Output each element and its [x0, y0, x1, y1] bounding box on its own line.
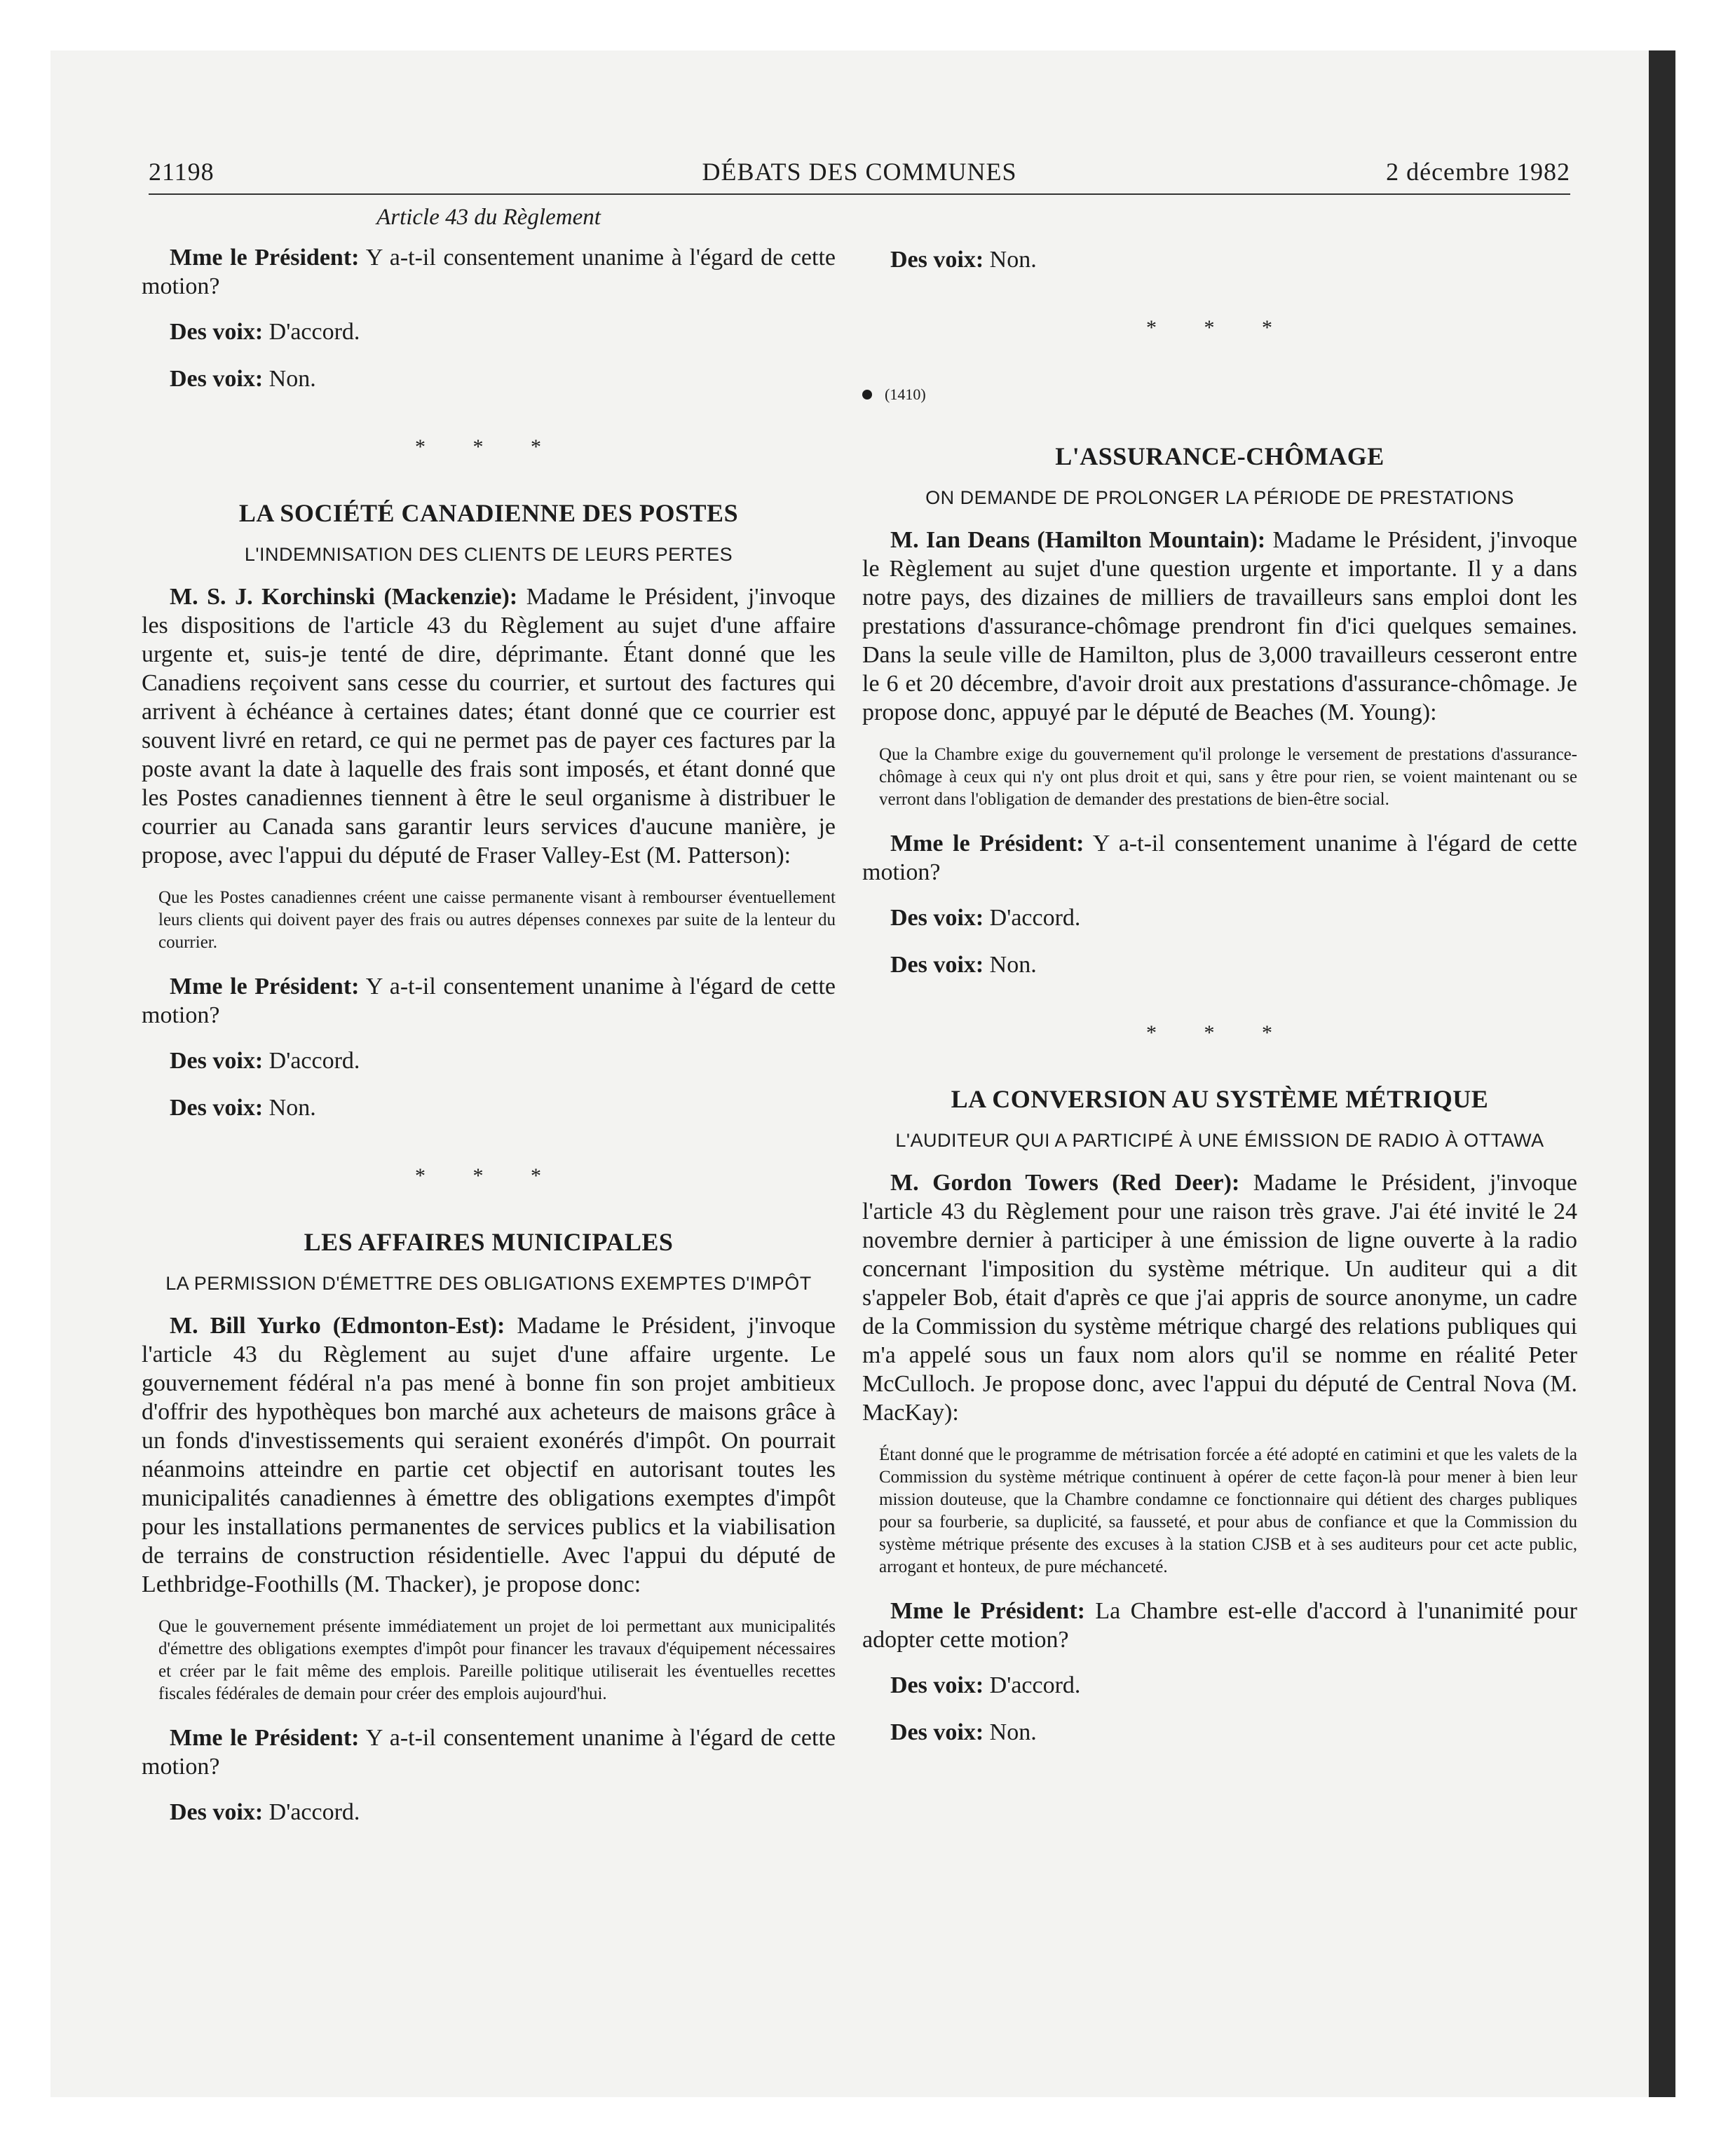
- speaker-name: Des voix:: [170, 1799, 264, 1825]
- speech-text: Madame le Président, j'invoque l'article 43 du Règlement au sujet d'une affaire urgente. Le gouvernement fédéral n'a pas mené à bonne fin son projet ambitieux d'offrir des hypothèques bon marché aux acheteurs de maisons grâce à un fonds d'investissements qui seraient exonérés d'impôt. On pourrait néanmoins atteindre en partie cet objectif en autorisant toutes les municipalités canadiennes à émettre des obligations exemptes d'impôt pour les installations permanentes de services publics et la viabilisation de terrains de construction résidentielle. Avec l'appui du député de Lethbridge-Foothills (M. Thacker), je propose donc:: [142, 1313, 836, 1597]
- speaker-name: Des voix:: [170, 1095, 264, 1121]
- speech-paragraph: [862, 526, 1577, 727]
- speech-text: Madame le Président, j'invoque l'article 43 du Règlement pour une raison très grave. J'ai été invité le 24 novembre dernier à participer à une émission de ligne ouverte à la radio concernant l'imposition du système métrique. Un auditeur qui a dit s'appeler Bob, était d'après ce que j'ai appris de source anonyme, un cadre de la Commission du système métrique chargé des relations publiques qui m'a appelé sous un faux nom alors qu'il se nomme en réalité Peter McCulloch. Je propose donc, avec l'appui du député de Central Nova (M. MacKay):: [862, 1170, 1577, 1426]
- speech-paragraph: [142, 1311, 836, 1599]
- speaker-question: [862, 829, 1577, 887]
- vote-text: D'accord.: [263, 1799, 360, 1825]
- vote-text: Non.: [984, 1719, 1037, 1745]
- speech-text: Madame le Président, j'invoque les dispositions de l'article 43 du Règlement au sujet d'une affaire urgente et, suis-je tenté de dire, déprimante. Étant donné que les Canadiens reçoivent sans cesse du courrier, et surtout des factures qui arrivent à échéance à certaines dates; étant donné que ce courrier est souvent livré en retard, ce qui ne permet pas de payer ces factures par la poste avant la date à laquelle des frais sont imposés, et étant donné que les Postes canadiennes tiennent à être le seul organisme à distribuer le courrier au Canada sans garantir leurs services d'aucune manière, je propose, avec l'appui du député de Fraser Valley-Est (M. Patterson):: [142, 584, 836, 868]
- bullet-icon: [862, 390, 872, 400]
- speaker-name: Mme le Président:: [170, 245, 360, 271]
- section-subheading: L'AUDITEUR QUI A PARTICIPÉ À UNE ÉMISSION DE RADIO À OTTAWA: [895, 1130, 1544, 1151]
- speaker-name: Des voix:: [170, 319, 264, 345]
- speech-paragraph: [142, 582, 836, 870]
- speaker-name: Mme le Président:: [170, 974, 360, 999]
- speech-text: Y a-t-il consentement unanime à l'égard de cette motion?: [142, 1725, 836, 1780]
- vote-line: [170, 1046, 836, 1075]
- vote-line: [170, 364, 836, 393]
- vote-line: [170, 1798, 836, 1827]
- speaker-name: Des voix:: [890, 1672, 984, 1698]
- running-head: [149, 150, 1570, 195]
- section-subheading: L'INDEMNISATION DES CLIENTS DE LEURS PERTES: [244, 544, 733, 565]
- speaker-name: Mme le Président:: [890, 1598, 1085, 1624]
- speaker-question: [142, 1724, 836, 1781]
- vote-text: D'accord.: [263, 1048, 360, 1074]
- section-separator: * * *: [1146, 316, 1293, 339]
- time-marker: [862, 380, 1577, 409]
- vote-text: Non.: [263, 366, 316, 392]
- vote-line: [890, 1671, 1577, 1700]
- section-subhead: Article 43 du Règlement: [376, 205, 601, 230]
- motion-text: Que la Chambre exige du gouvernement qu'il prolonge le versement de prestations d'assurance-chômage à ceux qui n'y ont plus droit et qui, sans y être pour rien, se voient maintenant ou se verront dans l'obligation de demander des prestations de bien-être social.: [879, 745, 1577, 809]
- page-date: 2 décembre 1982: [1386, 158, 1570, 186]
- speech-text: Y a-t-il consentement unanime à l'égard de cette motion?: [142, 245, 836, 299]
- vote-text: D'accord.: [263, 319, 360, 345]
- speaker-name: Des voix:: [890, 905, 984, 931]
- section-subheading: LA PERMISSION D'ÉMETTRE DES OBLIGATIONS EXEMPTES D'IMPÔT: [165, 1273, 812, 1294]
- motion-text: Étant donné que le programme de métrisation forcée a été adopté en catimini et que les valets de la Commission du système métrique continuent à opérer de cette façon-là pour mener à bien leur mission douteuse, que la Chambre condamne ce fonctionnaire qui détient des charges publiques pour sa fourberie, sa duplicité, sa fausseté, et pour abus de confiance et que la Commission du système métrique présente des excuses à la station CJSB et à ses auditeurs pour cet acte public, arrogant et honteux, de pure méchanceté.: [879, 1445, 1577, 1576]
- speech-text: Y a-t-il consentement unanime à l'égard de cette motion?: [142, 974, 836, 1028]
- speaker-name: M. Gordon Towers (Red Deer):: [890, 1170, 1240, 1196]
- speaker-name: M. Bill Yurko (Edmonton-Est):: [170, 1313, 505, 1339]
- vote-line: [890, 903, 1577, 932]
- left-column: [142, 203, 836, 1845]
- section-heading: LA CONVERSION AU SYSTÈME MÉTRIQUE: [951, 1085, 1489, 1113]
- speaker-name: Des voix:: [170, 366, 264, 392]
- vote-text: D'accord.: [984, 1672, 1081, 1698]
- vote-line: [890, 1718, 1577, 1747]
- speaker-question: [142, 972, 836, 1030]
- speaker-name: M. S. J. Korchinski (Mackenzie):: [170, 584, 518, 610]
- vote-line: [170, 318, 836, 346]
- speaker-name: Des voix:: [890, 1719, 984, 1745]
- section-heading: L'ASSURANCE-CHÔMAGE: [1055, 442, 1384, 470]
- section-subheading: ON DEMANDE DE PROLONGER LA PÉRIODE DE PRESTATIONS: [925, 487, 1514, 508]
- vote-line: [890, 245, 1577, 274]
- speaker-name: Mme le Président:: [170, 1725, 360, 1751]
- vote-line: [890, 950, 1577, 979]
- speaker-name: Mme le Président:: [890, 831, 1084, 857]
- speaker-name: Des voix:: [170, 1048, 264, 1074]
- section-separator: * * *: [415, 1164, 562, 1187]
- section-heading: LA SOCIÉTÉ CANADIENNE DES POSTES: [238, 499, 739, 527]
- vote-text: Non.: [263, 1095, 316, 1121]
- motion-text: Que les Postes canadiennes créent une caisse permanente visant à rembourser éventuellement leurs clients qui doivent payer des frais ou autres dépenses connexes par suite de la lenteur du courrier.: [158, 888, 836, 952]
- vote-line: [170, 1093, 836, 1122]
- speech-text: Madame le Président, j'invoque le Règlement au sujet d'une question urgente et importante. Il y a dans notre pays, des dizaines de milliers de travailleurs sans emploi dont les prestations d'assurance-chômage prendront fin d'ici quelques semaines. Dans la seule ville de Hamilton, plus de 3,000 travailleurs cesseront entre le 6 et 20 décembre, d'avoir droit aux prestations d'assurance-chômage. Je propose donc, appuyé par le député de Beaches (M. Young):: [862, 527, 1578, 725]
- speech-text: Y a-t-il consentement unanime à l'égard de cette motion?: [862, 831, 1577, 885]
- speaker-question: [862, 1597, 1577, 1654]
- section-separator: * * *: [415, 435, 562, 458]
- speaker-name: M. Ian Deans (Hamilton Mountain):: [890, 527, 1266, 553]
- motion-text: Que le gouvernement présente immédiatement un projet de loi permettant aux municipalités d'émettre des obligations exemptes d'impôt pour financer les travaux d'équipement nécessaires et créer par le fait même des emplois. Pareille politique utiliserait les éventuelles recettes fiscales fédérales de demain pour créer des emplois aujourd'hui.: [158, 1617, 836, 1703]
- section-separator: * * *: [1146, 1021, 1293, 1044]
- speaker-name: Des voix:: [890, 247, 984, 273]
- publication-title: DÉBATS DES COMMUNES: [702, 158, 1017, 186]
- vote-text: Non.: [984, 247, 1037, 273]
- speaker-name: Des voix:: [890, 952, 984, 978]
- vote-text: D'accord.: [984, 905, 1081, 931]
- vote-text: Non.: [984, 952, 1037, 978]
- speech-paragraph: [862, 1168, 1577, 1427]
- section-heading: LES AFFAIRES MUNICIPALES: [304, 1228, 674, 1256]
- page-number: 21198: [149, 158, 215, 186]
- scan-edge-shadow: [1649, 50, 1675, 2097]
- time-mark-label: (1410): [885, 386, 926, 403]
- speaker-question: [142, 243, 836, 301]
- right-column: [862, 245, 1577, 1765]
- speech-text: La Chambre est-elle d'accord à l'unanimité pour adopter cette motion?: [862, 1598, 1577, 1653]
